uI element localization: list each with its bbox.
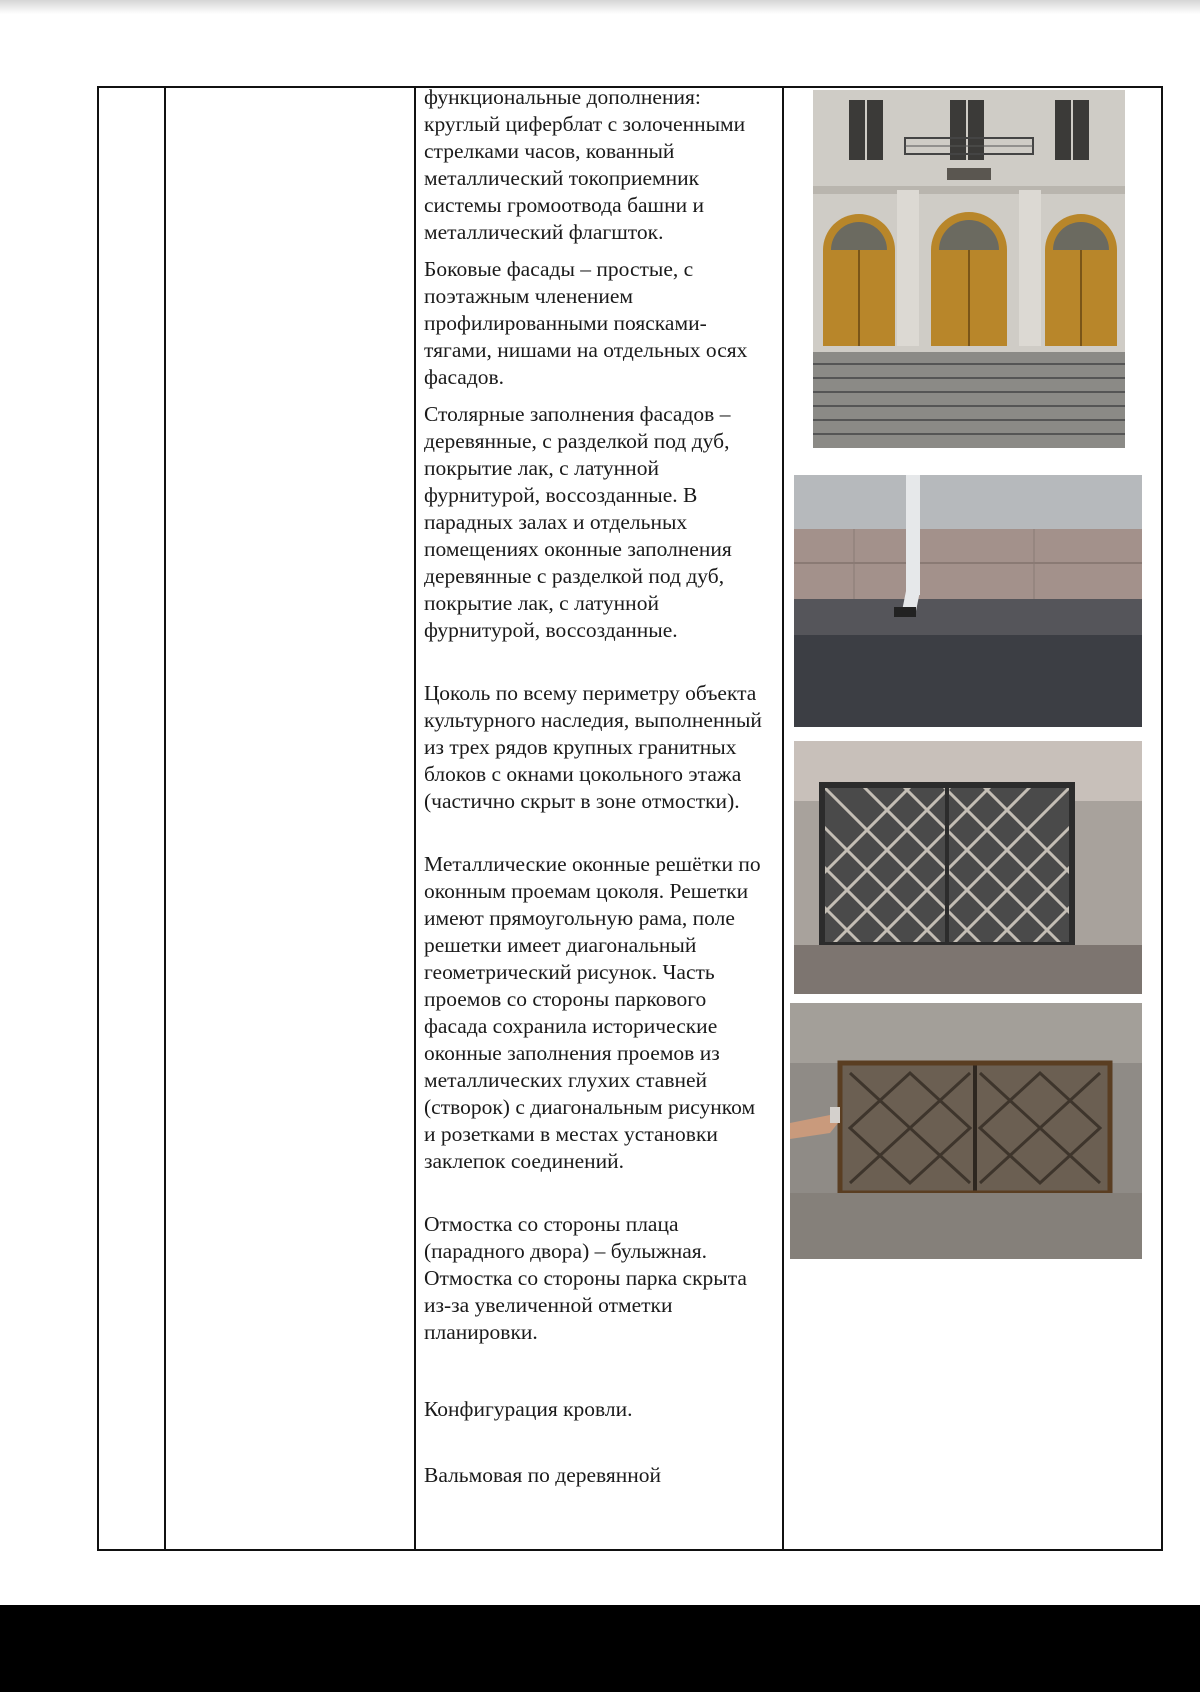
photo-basement-grille [794,741,1142,994]
photo-facade-doors [813,90,1125,448]
paragraph-functional-additions: функциональные дополнения: круглый циферблат с золоченными стрелками часов, кованный металлический токоприемник системы громоотвода башни и металлический флагшток. [424,85,746,244]
table-border-right [1161,86,1163,1551]
paragraph-joinery: Столярные заполнения фасадов – деревянные, с разделкой под дуб, покрытие лак, с латунной фурнитурой, воссозданные. В парадных залах и отдельных помещениях оконные заполнения деревянные с разделкой под дуб, покрытие лак, с латунной фурнитурой, воссозданные. [424,402,732,642]
description-column [424,84,769,1489]
table-divider-3 [782,86,784,1551]
scan-edge [0,0,1200,14]
table-divider-1 [164,86,166,1551]
paragraph-hipped-roof: Вальмовая по деревянной [424,1463,662,1487]
table-divider-2 [414,86,416,1551]
paragraph-side-facades: Боковые фасады – простые, с поэтажным членением профилированными поясками-тягами, нишами на отдельных осях фасадов. [424,257,748,389]
paragraph-blind-area: Отмостка со стороны плаца (парадного двора) – булыжная. Отмостка со стороны парка скрыта из-за увеличенной отметки планировки. [424,1212,747,1344]
table-border-bottom [97,1549,1163,1551]
scan-bottom-bar [0,1605,1200,1692]
paragraph-plinth: Цоколь по всему периметру объекта культурного наследия, выполненный из трех рядов крупных гранитных блоков с окнами цокольного этажа (частично скрыт в зоне отмостки). [424,681,762,813]
photo-plinth-drainpipe [794,475,1142,727]
paragraph-roof-configuration: Конфигурация кровли. [424,1397,633,1421]
table-border-left [97,86,99,1551]
photo-metal-shutters [790,1003,1142,1259]
paragraph-window-grilles: Металлические оконные решётки по оконным проемам цоколя. Решетки имеют прямоугольную рама, поле решетки имеет диагональный геометрический рисунок. Часть проемов со стороны паркового фасада сохранила исторические оконные заполнения проемов из металлических глухих ставней (створок) с диагональным рисунком и розетками в местах установки заклепок соединений. [424,852,761,1173]
